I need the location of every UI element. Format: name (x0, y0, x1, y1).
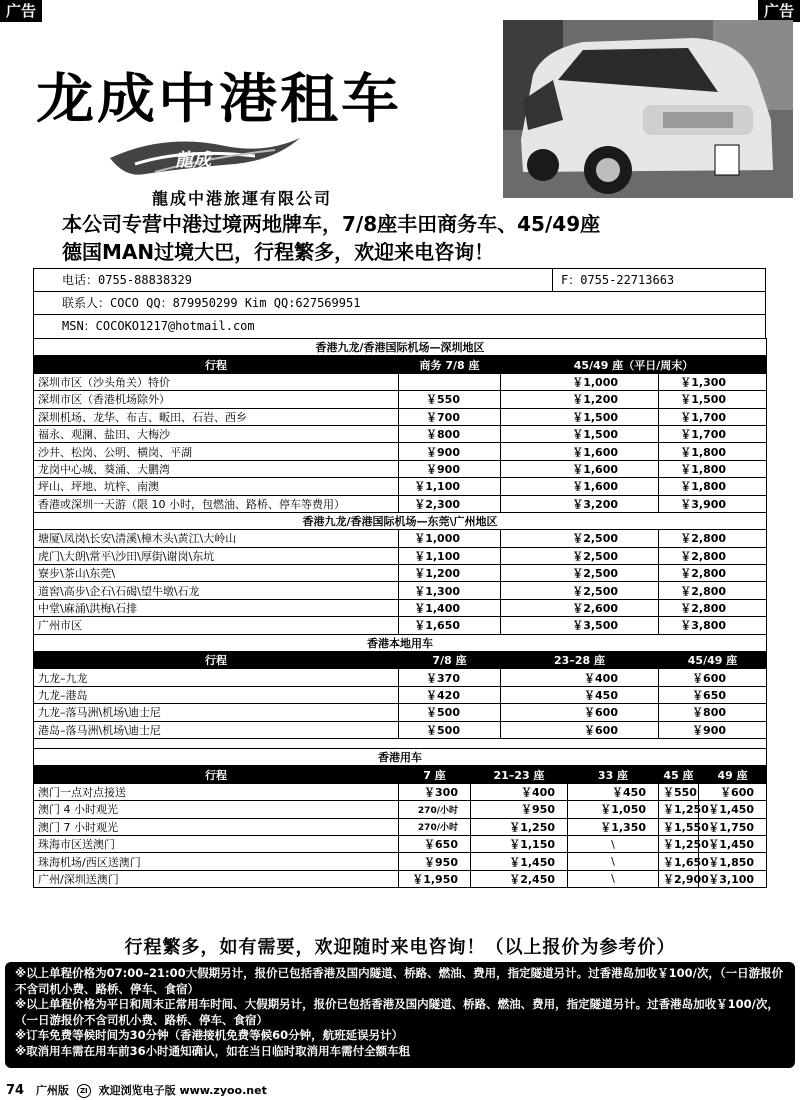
table-cell: 珠海市区送澳门 (34, 835, 399, 852)
contact-row (34, 315, 765, 338)
page-number: 74 (6, 1083, 25, 1098)
table-cell: ￥500 (399, 721, 501, 738)
table-cell: 虎门\大朗\常平\沙田\厚街\谢岗\东坑 (34, 547, 399, 564)
table-cell: 道窖\高步\企石\石碣\望牛墩\石龙 (34, 582, 399, 599)
table-cell: ￥1,800 (659, 478, 767, 495)
table-cell: ￥650 (399, 835, 471, 852)
table-cell: ￥3,500 (501, 617, 659, 634)
note-item: ※订车免费等候时间为30分钟（香港接机免费等候60分钟，航班延误另计） (15, 1028, 404, 1042)
table-cell: ￥550 (399, 391, 501, 408)
column-header: 45 座 (659, 766, 699, 783)
column-header: 行程 (34, 766, 399, 783)
table-cell: ￥950 (399, 853, 471, 870)
table-cell: ￥400 (501, 669, 659, 686)
table-row (34, 669, 767, 686)
table-cell: ￥1,200 (501, 391, 659, 408)
table-cell: ￥1,800 (659, 460, 767, 477)
table-cell: ￥1,300 (399, 582, 501, 599)
table-row (34, 391, 767, 408)
table-cell: ￥2,500 (501, 565, 659, 582)
table-row (34, 530, 767, 547)
table-cell: 福永、观澜、盐田、大梅沙 (34, 425, 399, 442)
phone-number[interactable]: 电话：0755-88838329 (62, 273, 192, 287)
table-cell: 深圳市区（香港机场除外） (34, 391, 399, 408)
table-cell: ￥1,500 (501, 408, 659, 425)
table-cell: ￥1,500 (659, 391, 767, 408)
table-cell: ￥2,800 (659, 565, 767, 582)
table-cell: ￥600 (501, 721, 659, 738)
footer-link[interactable]: 欢迎浏览电子版 www.zyoo.net (98, 1084, 267, 1097)
table-cell: ￥3,200 (501, 495, 659, 512)
note-item: ※以上单程价格为平日和周末正常用车时间、大假期另计，报价已包括香港及国内隧道、桥路、燃油、费用，指定隧道另计。过香港岛加收￥100/次，（一日游报价不含司机小费、路桥、停车、食宿） (15, 997, 779, 1027)
table-row (34, 617, 767, 634)
table-cell: ￥2,600 (501, 599, 659, 616)
table-cell: 中堂\麻涌\洪梅\石排 (34, 599, 399, 616)
table-cell: ￥1,250 (659, 835, 699, 852)
table-row (34, 853, 767, 870)
table-cell: 深圳市区（沙头角关）特价 (34, 373, 399, 390)
table-row (34, 373, 767, 390)
table-cell: ￥600 (659, 669, 767, 686)
table-cell: ￥400 (471, 783, 568, 800)
table-cell: ￥550 (659, 783, 699, 800)
table-cell: ￥370 (399, 669, 501, 686)
table-cell: ￥1,150 (471, 835, 568, 852)
table-cell: ￥3,800 (659, 617, 767, 634)
section-title: 香港九龙/香港国际机场—东莞\广州地区 (34, 512, 767, 529)
table-cell: ￥1,650 (659, 853, 699, 870)
table-cell (399, 373, 501, 390)
column-header: 23–28 座 (501, 652, 659, 669)
table-cell: ￥2,450 (471, 870, 568, 887)
column-header: 7 座 (399, 766, 471, 783)
table-cell: ￥3,900 (659, 495, 767, 512)
table-cell: 广州市区 (34, 617, 399, 634)
contact-row (34, 292, 765, 315)
table-cell: ￥3,100 (699, 870, 767, 887)
price-table (33, 338, 767, 888)
table-cell: ￥2,800 (659, 547, 767, 564)
table-cell: 九龙–港岛 (34, 686, 399, 703)
intro-text (62, 210, 782, 266)
table-cell: ￥1,300 (659, 373, 767, 390)
table-cell: ￥2,500 (501, 530, 659, 547)
table-cell: 广州/深圳送澳门 (34, 870, 399, 887)
table-row (34, 565, 767, 582)
fax-number: F：0755-22713663 (552, 269, 674, 291)
table-cell: ￥1,250 (471, 818, 568, 835)
brand-title: 龙成中港租车 (36, 67, 403, 130)
note-item: ※以上单程价格为07:00–21:00大假期另计，报价已包括香港及国内隧道、桥路、燃油、费用，指定隧道另计。过香港岛加收￥100/次，（一日游报价不含司机小费、路桥、停车、食宿） (15, 966, 784, 996)
table-cell: 270/小时 (399, 818, 471, 835)
table-cell: ￥300 (399, 783, 471, 800)
table-cell: 九龙–落马洲\机场\迪士尼 (34, 704, 399, 721)
table-cell: ￥1,000 (501, 373, 659, 390)
column-header: 行程 (34, 652, 399, 669)
table-cell: \ (568, 853, 659, 870)
company-logo (105, 128, 305, 190)
table-cell: ￥2,900 (659, 870, 699, 887)
table-cell: ￥900 (399, 443, 501, 460)
contact-box (33, 268, 766, 339)
table-cell: ￥2,800 (659, 530, 767, 547)
table-cell: ￥1,750 (699, 818, 767, 835)
svg-text:龍成: 龍成 (175, 150, 211, 171)
edition-label: 广州版 (35, 1084, 69, 1097)
table-cell: ￥420 (399, 686, 501, 703)
table-cell: 九龙–九龙 (34, 669, 399, 686)
table-spacer (34, 738, 767, 748)
table-row (34, 495, 767, 512)
column-header: 7/8 座 (399, 652, 501, 669)
table-cell: 澳门 4 小时观光 (34, 801, 399, 818)
table-row (34, 818, 767, 835)
column-header: 行程 (34, 356, 399, 373)
van-photo (503, 20, 793, 198)
section-title: 香港九龙/香港国际机场—深圳地区 (34, 339, 767, 356)
table-cell: ￥950 (471, 801, 568, 818)
table-cell: ￥700 (399, 408, 501, 425)
table-cell: \ (568, 835, 659, 852)
table-cell: 港岛–落马洲\机场\迪士尼 (34, 721, 399, 738)
table-row (34, 582, 767, 599)
table-cell: ￥450 (568, 783, 659, 800)
table-cell: ￥900 (399, 460, 501, 477)
table-cell: ￥1,050 (568, 801, 659, 818)
table-cell: 寮步\茶山\东莞\ (34, 565, 399, 582)
column-header: 商务 7/8 座 (399, 356, 501, 373)
tagline: 行程繁多，如有需要，欢迎随时来电咨询！（以上报价为参考价） (124, 937, 676, 958)
table-cell: 沙井、松岗、公明、横岗、平湖 (34, 443, 399, 460)
column-header: 21–23 座 (471, 766, 568, 783)
table-cell: ￥1,550 (659, 818, 699, 835)
table-cell: ￥1,450 (699, 801, 767, 818)
table-row (34, 704, 767, 721)
table-cell: ￥600 (501, 704, 659, 721)
table-row (34, 425, 767, 442)
column-header: 45/49 座（平日/周末） (501, 356, 767, 373)
table-cell: ￥1,400 (399, 599, 501, 616)
table-row (34, 599, 767, 616)
table-cell: ￥600 (699, 783, 767, 800)
table-cell: 澳门一点对点接送 (34, 783, 399, 800)
table-cell: ￥650 (659, 686, 767, 703)
msn-address[interactable]: MSN：COCOKO1217@hotmail.com (62, 319, 255, 333)
table-cell: ￥500 (399, 704, 501, 721)
table-cell: ￥1,800 (659, 443, 767, 460)
table-cell: ￥2,800 (659, 582, 767, 599)
table-cell: 塘厦\凤岗\长安\清溪\樟木头\黄江\大岭山 (34, 530, 399, 547)
table-cell: ￥800 (659, 704, 767, 721)
table-cell: ￥1,450 (699, 835, 767, 852)
ad-tag-left: 广告 (0, 0, 42, 22)
table-row (34, 835, 767, 852)
table-row (34, 443, 767, 460)
table-cell: 龙岗中心城、葵涌、大鹏湾 (34, 460, 399, 477)
table-cell: ￥800 (399, 425, 501, 442)
intro-line: 德国MAN过境大巴，行程繁多，欢迎来电咨询！ (62, 240, 495, 264)
table-cell: ￥1,500 (501, 425, 659, 442)
table-row (34, 460, 767, 477)
table-cell: ￥2,500 (501, 547, 659, 564)
table-cell: ￥900 (659, 721, 767, 738)
table-cell: 深圳机场、龙华、布吉、畈田、石岩、西乡 (34, 408, 399, 425)
table-cell: ￥2,500 (501, 582, 659, 599)
company-name: 龍成中港旅運有限公司 (152, 189, 333, 208)
table-cell: 澳门 7 小时观光 (34, 818, 399, 835)
contact-row (34, 269, 765, 292)
section-title: 香港本地用车 (34, 634, 767, 651)
column-header: 33 座 (568, 766, 659, 783)
table-row (34, 721, 767, 738)
table-cell: ￥1,600 (501, 460, 659, 477)
column-header: 45/49 座 (659, 652, 767, 669)
table-cell: 珠海机场/西区送澳门 (34, 853, 399, 870)
table-cell: ￥2,800 (659, 599, 767, 616)
note-item: ※取消用车需在用车前36小时通知确认，如在当日临时取消用车需付全额车租 (15, 1043, 411, 1058)
table-cell: ￥1,700 (659, 425, 767, 442)
table-cell: ￥1,250 (659, 801, 699, 818)
table-cell: ￥1,100 (399, 547, 501, 564)
ad-tag-right: 广告 (758, 0, 800, 22)
table-cell: ￥450 (501, 686, 659, 703)
table-cell: ￥1,600 (501, 443, 659, 460)
column-header: 49 座 (699, 766, 767, 783)
table-cell: ￥1,100 (399, 478, 501, 495)
table-row (34, 783, 767, 800)
table-row (34, 686, 767, 703)
table-cell: \ (568, 870, 659, 887)
table-cell: ￥1,200 (399, 565, 501, 582)
table-cell: ￥1,950 (399, 870, 471, 887)
table-row (34, 547, 767, 564)
contact-persons: 联系人：COCO QQ：879950299 Kim QQ:627569951 (62, 296, 361, 310)
page-footer (6, 1082, 267, 1098)
section-title: 香港用车 (34, 748, 767, 765)
table-cell: 香港或深圳一天游（限 10 小时，包燃油、路桥、停车等费用） (34, 495, 399, 512)
table-cell: ￥1,350 (568, 818, 659, 835)
table-cell: ￥1,700 (659, 408, 767, 425)
table-row (34, 801, 767, 818)
table-row (34, 408, 767, 425)
table-cell: ￥1,000 (399, 530, 501, 547)
publisher-logo-icon: ZI (77, 1084, 91, 1098)
table-row (34, 478, 767, 495)
table-cell: 270/小时 (399, 801, 471, 818)
table-cell: ￥1,650 (399, 617, 501, 634)
notes-box (5, 962, 795, 1068)
intro-line: 本公司专营中港过境两地牌车，7/8座丰田商务车、45/49座 (62, 212, 601, 236)
table-row (34, 870, 767, 887)
table-cell: 坪山、坪地、坑梓、南澳 (34, 478, 399, 495)
table-cell: ￥1,850 (699, 853, 767, 870)
table-cell: ￥1,450 (471, 853, 568, 870)
table-cell: ￥1,600 (501, 478, 659, 495)
table-cell: ￥2,300 (399, 495, 501, 512)
